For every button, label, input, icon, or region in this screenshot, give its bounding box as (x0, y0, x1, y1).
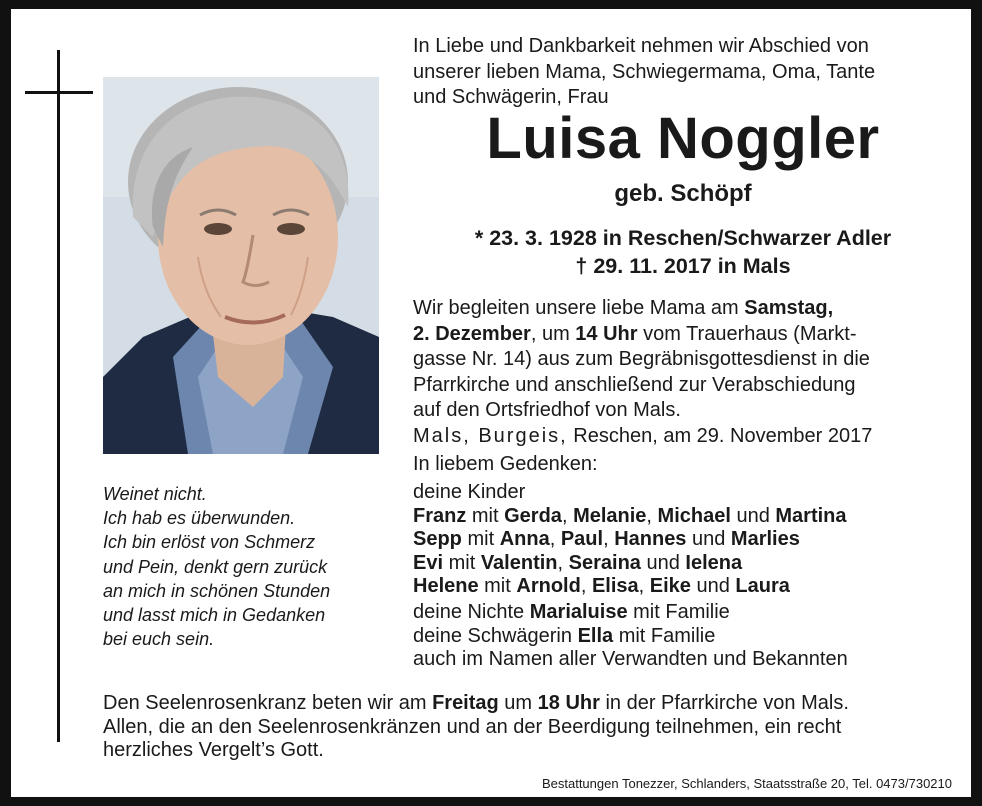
intro-text (413, 34, 953, 111)
funeral-text: Wir begleiten unsere liebe Mama am (413, 297, 745, 319)
funeral-text: , um (530, 322, 576, 345)
death-date: † 29. 11. 2017 in Mals (575, 254, 791, 278)
poem-line: Ich hab es überwunden. (103, 508, 296, 529)
relatives-line: auch im Namen aller Verwandten und Bekannten (413, 648, 848, 670)
cross-icon (57, 50, 60, 742)
family-row: Evi mit Valentin, Seraina und Ielena (413, 551, 743, 574)
family-row: Sepp mit Anna, Paul, Hannes und Marlies (413, 528, 800, 550)
intro-line: In Liebe und Dankbarkeit nehmen wir Abschied von (413, 35, 869, 57)
place-date-rest: Reschen, am 29. November 2017 (567, 425, 873, 447)
rosary-line: Den Seelenrosenkranz beten wir am Freitag um 18 Uhr in der Pfarrkirche von Mals. (103, 692, 849, 714)
birth-date: * 23. 3. 1928 in Reschen/Schwarzer Adler (474, 226, 892, 250)
funeral-line: auf den Ortsfriedhof von Mals. (413, 399, 681, 421)
funeral-date: 2. Dezember (413, 322, 531, 345)
children-list (413, 481, 953, 599)
life-dates (413, 224, 953, 280)
poem-line: an mich in schönen Stunden (103, 580, 331, 601)
poem-line: bei euch sein. (103, 629, 215, 650)
children-heading: deine Kinder (413, 481, 526, 503)
thanks-line: Allen, die an den Seelenrosenkränzen und an der Beerdigung teilnehmen, ein recht (103, 715, 842, 738)
funeral-line: gasse Nr. 14) aus zum Begräbnisgottesdienst in die (413, 348, 870, 370)
family-row: Franz mit Gerda, Melanie, Michael und Martina (413, 504, 847, 527)
deceased-name: Luisa Noggler (486, 106, 880, 171)
funeral-details (413, 296, 953, 424)
intro-line: unserer lieben Mama, Schwiegermama, Oma, Tante (413, 60, 876, 83)
place-date (413, 424, 953, 450)
intro-line: und Schwägerin, Frau (413, 86, 609, 108)
poem-line: Weinet nicht. (103, 484, 207, 504)
funeral-day: Samstag, (744, 297, 834, 319)
thanks-line: herzliches Vergelt’s Gott. (103, 739, 324, 761)
memory-line: In liebem Gedenken: (413, 453, 598, 475)
poem-line: Ich bin erlöst von Schmerz (103, 532, 316, 553)
funeral-line (413, 296, 953, 322)
funeral-text: vom Trauerhaus (Markt- (637, 322, 857, 345)
other-relatives (413, 601, 953, 672)
sister-in-law-line: deine Schwägerin Ella mit Familie (413, 624, 716, 647)
funeral-line: Pfarrkirche und anschließend zur Verabschiedung (413, 373, 856, 396)
funeral-time: 14 Uhr (575, 322, 638, 345)
poem-line: und lasst mich in Gedanken (103, 605, 326, 626)
maiden-name: geb. Schöpf (614, 180, 752, 207)
place-names: Mals, Burgeis, (413, 425, 568, 447)
farewell-poem (103, 482, 393, 651)
poem-line: und Pein, denkt gern zurück (103, 556, 328, 577)
niece-line: deine Nichte Marialuise mit Familie (413, 601, 730, 623)
cross-icon-bar (25, 91, 93, 94)
family-row: Helene mit Arnold, Elisa, Eike und Laura (413, 575, 790, 597)
portrait-photo (103, 77, 379, 454)
funeral-home-credit: Bestattungen Tonezzer, Schlanders, Staatsstraße 20, Tel. 0473/730210 (541, 776, 952, 791)
rosary-notice (103, 692, 963, 763)
funeral-line (413, 322, 953, 348)
